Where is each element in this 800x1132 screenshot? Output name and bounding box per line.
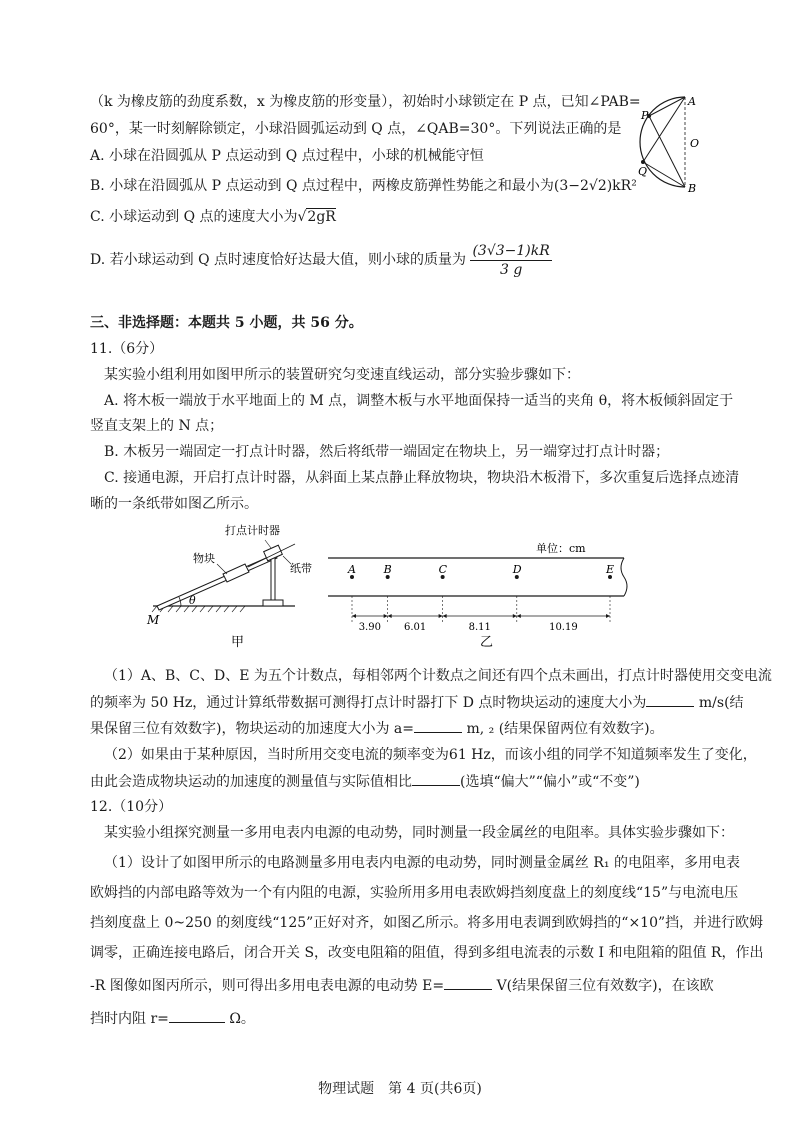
arrow-head — [439, 614, 443, 618]
q11-part2-line-2b: (选填“偏大”“偏小”或“不变”) — [460, 774, 640, 790]
arrow-head — [606, 614, 610, 618]
q10-option-c-prefix: C. 小球运动到 Q 点的速度大小为 — [90, 209, 298, 225]
q11-part1-line-3a: 果保留三位有效数字)，物块运动的加速度大小为 a= — [90, 721, 414, 737]
tape-label-E: E — [606, 563, 615, 576]
arrow-head — [352, 614, 356, 618]
q12-line-5 — [90, 975, 714, 996]
q11-figure-yi — [326, 540, 636, 650]
answer-blank-emf[interactable] — [444, 975, 492, 990]
q11-part1-line-2a: 的频率为 50 Hz，通过计算纸带数据可测得打点计时器打下 D 点时物块运动的速度大小为 — [90, 695, 647, 711]
caption-yi: 乙 — [480, 635, 494, 650]
q11-part1-line-2b: m/s(结 — [694, 695, 744, 711]
tape-distance-4: 10.19 — [549, 622, 578, 633]
tape-distance-1: 3.90 — [358, 622, 381, 633]
q12-line-1: （1）设计了如图甲所示的电路测量多用电表内电源的电动势，同时测量金属丝 R₁ 的电阻率，多用电表 — [104, 855, 740, 871]
label-O: O — [690, 137, 700, 150]
q10-circle-figure — [638, 92, 730, 195]
q11-step-c-2: 晰的一条纸带如图乙所示。 — [90, 496, 258, 512]
answer-blank-velocity[interactable] — [646, 692, 694, 707]
q12-line-6 — [90, 1008, 255, 1029]
arrow-head — [513, 614, 517, 618]
tape-distance-2: 6.01 — [404, 622, 427, 633]
q12-header: 12.（10分） — [90, 799, 173, 815]
q11-part1-line-2 — [90, 692, 744, 713]
label-B: B — [688, 182, 697, 195]
tape-label-B: B — [383, 563, 392, 576]
q10-line-2: 60°，某一时刻解除锁定，小球沿圆弧运动到 Q 点，∠QAB=30°。下列说法正确的是 — [90, 121, 622, 137]
q11-part2-line-2a: 由此会造成物块运动的加速度的测量值与实际值相比 — [90, 774, 412, 790]
q11-part2-line-2 — [90, 771, 640, 792]
tape-label-A: A — [348, 563, 356, 576]
page-footer: 物理试题 第 4 页(共6页) — [318, 1081, 482, 1097]
answer-blank-internal-resistance[interactable] — [169, 1008, 225, 1023]
q11-step-b: B. 木板另一端固定一打点计时器，然后将纸带一端固定在物块上，另一端穿过打点计时器； — [104, 444, 670, 460]
label-A: A — [688, 95, 696, 108]
q12-line-5b: V(结果保留三位有效数字)，在该欧 — [492, 978, 714, 994]
label-timer: 打点计时器 — [225, 524, 280, 537]
tape-label-C: C — [438, 563, 448, 576]
q10-option-d-denominator: 3 g — [499, 261, 523, 278]
q11-figure-jia — [145, 520, 315, 650]
q12-line-4: 调零，正确连接电路后，闭合开关 S，改变电阻箱的阻值，得到多组电流表的示数 I 和电阻箱的阻值 R，作出 — [90, 945, 764, 961]
q11-step-a-1: A. 将木板一端放于水平地面上的 M 点，调整木板与水平地面保持一适当的夹角 θ，将木板倾斜固定于 — [104, 393, 734, 409]
label-theta: θ — [189, 594, 196, 607]
label-tape: 纸带 — [290, 562, 312, 575]
answer-blank-comparison[interactable] — [412, 771, 460, 786]
tape-unit: 单位：cm — [536, 542, 586, 555]
q10-option-d — [90, 240, 552, 280]
arrow-head — [517, 614, 521, 618]
q10-option-d-prefix: D. 若小球运动到 Q 点时速度恰好达最大值，则小球的质量为 — [90, 252, 467, 268]
arrow-head — [388, 614, 392, 618]
label-M: M — [147, 613, 160, 627]
tape-label-D: D — [512, 563, 522, 576]
q10-option-d-numerator: (3√3−1)kR — [472, 242, 550, 259]
q11-part1-line-1: （1）A、B、C、D、E 为五个计数点，每相邻两个计数点之间还有四个点未画出，打点计时器使用交变电流 — [104, 668, 772, 684]
caption-jia: 甲 — [231, 635, 245, 650]
answer-blank-acceleration[interactable] — [414, 718, 462, 733]
q11-header: 11.（6分） — [90, 341, 164, 357]
q10-option-d-fraction — [470, 242, 551, 279]
arrow-head — [443, 614, 447, 618]
q10-line-1: （k 为橡皮筋的劲度系数，x 为橡皮筋的形变量），初始时小球锁定在 P 点，已知∠PAB= — [90, 94, 641, 110]
arrow-head — [384, 614, 388, 618]
q10-option-b: B. 小球在沿圆弧从 P 点运动到 Q 点过程中，两橡皮筋弹性势能之和最小为(3−2√2)kR² — [90, 178, 637, 194]
q10-option-a: A. 小球在沿圆弧从 P 点运动到 Q 点过程中，小球的机械能守恒 — [90, 148, 484, 164]
q12-line-2: 欧姆挡的内部电路等效为一个有内阻的电源，实验所用多用电表欧姆挡刻度盘上的刻度线“15”与电流电压 — [90, 885, 739, 901]
label-block: 物块 — [193, 552, 215, 565]
label-Q: Q — [638, 165, 648, 178]
q12-line-5a: -R 图像如图丙所示，则可得出多用电表电源的电动势 E= — [90, 978, 445, 994]
q11-part2-line-1: （2）如果由于某种原因，当时所用交变电流的频率变为61 Hz，而该小组的同学不知道频率发生了变化， — [104, 747, 757, 763]
section-3-title: 三、非选择题：本题共 5 小题，共 56 分。 — [90, 315, 363, 331]
q10-option-c: C. 小球运动到 Q 点的速度大小为√2gR — [90, 209, 336, 225]
q11-intro: 某实验小组利用如图甲所示的装置研究匀变速直线运动，部分实验步骤如下： — [104, 367, 580, 383]
label-P: P — [641, 109, 649, 122]
q12-intro: 某实验小组探究测量一多用电表内电源的电动势，同时测量一段金属丝的电阻率。具体实验步骤如下： — [104, 825, 734, 841]
q12-line-3: 挡刻度盘上 0~250 的刻度线“125”正好对齐，如图乙所示。将多用电表调到欧姆挡的“×10”挡，并进行欧姆 — [90, 915, 764, 931]
q12-line-6b: Ω。 — [224, 1011, 255, 1027]
q11-part1-line-3 — [90, 718, 664, 739]
q12-line-6a: 挡时内阻 r= — [90, 1011, 169, 1027]
tape-distance-3: 8.11 — [468, 622, 491, 633]
q11-step-c-1: C. 接通电源，开启打点计时器，从斜面上某点静止释放物块，物块沿木板滑下，多次重复后选择点迹清 — [104, 470, 740, 486]
q11-part1-line-3b: m, ₂ (结果保留两位有效数字)。 — [462, 721, 664, 737]
q10-option-c-radicand: 2gR — [307, 209, 336, 225]
q11-step-a-2: 竖直支架上的 N 点； — [90, 418, 224, 434]
